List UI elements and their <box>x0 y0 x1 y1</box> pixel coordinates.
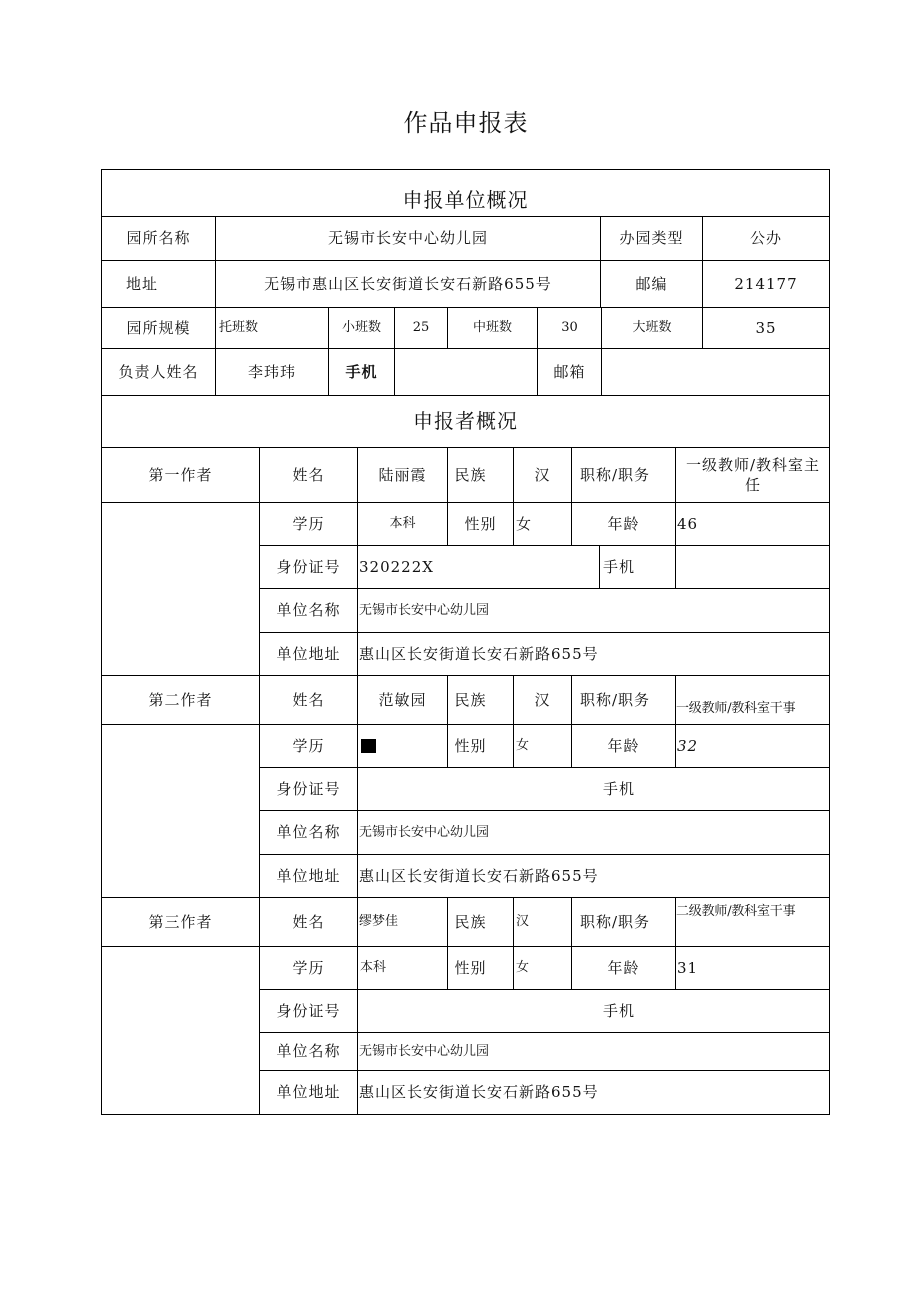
postcode-label: 邮编 <box>635 274 668 293</box>
unit-type-label: 办园类型 <box>619 229 684 248</box>
middle-class-count: 30 <box>561 320 578 336</box>
author-1-phone-label: 手机 <box>603 557 636 576</box>
author-2-phone-label: 手机 <box>602 779 635 798</box>
author-2-addr-label: 单位地址 <box>276 866 341 885</box>
author-3-title-label: 职称/职务 <box>579 912 651 931</box>
author-3-org-label: 单位名称 <box>276 1042 341 1061</box>
author-3-ethnic-label: 民族 <box>454 912 487 931</box>
author-3-age: 31 <box>677 958 699 977</box>
author-3-gender: 女 <box>516 960 530 976</box>
author-3-edu-label: 学历 <box>292 958 325 977</box>
small-class-count: 25 <box>412 320 430 336</box>
unit-name-value: 无锡市长安中心幼儿园 <box>327 229 488 248</box>
large-class-count: 35 <box>755 318 777 337</box>
author-3-addr-label: 单位地址 <box>276 1083 341 1102</box>
unit-name-label: 园所名称 <box>126 229 191 248</box>
unit-section-heading: 申报单位概况 <box>402 187 529 212</box>
author-1-age: 46 <box>677 514 699 533</box>
author-1-edu: 本科 <box>389 516 416 532</box>
author-3-addr: 惠山区长安街道长安石新路655号 <box>359 1083 599 1102</box>
author-1-edu-label: 学历 <box>292 514 325 533</box>
author-1-role: 第一作者 <box>148 465 213 484</box>
author-2-org-label: 单位名称 <box>276 823 341 842</box>
unit-type-value: 公办 <box>749 229 782 248</box>
applicants-section-heading: 申报者概况 <box>413 409 518 433</box>
author-2-title: 一级教师/教科室干事 <box>676 701 796 717</box>
author-1-org-label: 单位名称 <box>276 601 341 620</box>
author-2-id-label: 身份证号 <box>276 779 341 798</box>
author-1-gender: 女 <box>516 514 533 533</box>
leader-name-value: 李玮玮 <box>247 362 296 381</box>
author-2-age-label: 年龄 <box>607 736 640 755</box>
author-2-org: 无锡市长安中心幼儿园 <box>359 824 490 840</box>
author-3-age-label: 年龄 <box>607 958 640 977</box>
author-1-gender-label: 性别 <box>464 514 497 533</box>
author-3-role: 第三作者 <box>148 912 213 931</box>
leader-email-label: 邮箱 <box>553 362 586 381</box>
nursery-class-label: 托班数 <box>219 320 259 336</box>
postcode-value: 214177 <box>734 274 798 293</box>
author-1-addr: 惠山区长安街道长安石新路655号 <box>359 644 599 663</box>
author-2-ethnic-label: 民族 <box>454 690 487 709</box>
author-2-ethnic: 汉 <box>534 690 551 709</box>
author-2-edu-redacted <box>361 725 441 767</box>
author-3-edu: 本科 <box>360 960 387 976</box>
large-class-label: 大班数 <box>632 320 672 336</box>
middle-class-label: 中班数 <box>472 320 512 336</box>
author-1-name: 陆丽霞 <box>378 465 427 484</box>
author-2-edu-label: 学历 <box>292 736 325 755</box>
author-2-name: 范敏园 <box>378 690 427 709</box>
document-title: 作品申报表 <box>403 109 529 137</box>
author-3-phone-label: 手机 <box>602 1001 635 1020</box>
author-2-title-label: 职称/职务 <box>579 690 651 709</box>
author-1-ethnic-label: 民族 <box>454 465 487 484</box>
author-1-id: 320222X <box>359 557 434 576</box>
author-1-addr-label: 单位地址 <box>276 644 341 663</box>
unit-address-value: 无锡市惠山区长安街道长安石新路655号 <box>264 274 552 293</box>
unit-address-label: 地址 <box>125 274 158 293</box>
author-3-org: 无锡市长安中心幼儿园 <box>359 1043 490 1059</box>
author-1-title-label: 职称/职务 <box>579 465 651 484</box>
author-1-age-label: 年龄 <box>607 514 640 533</box>
author-1-id-label: 身份证号 <box>276 557 341 576</box>
author-3-gender-label: 性别 <box>454 958 487 977</box>
author-3-name: 缪梦佳 <box>359 914 399 930</box>
leader-name-label: 负责人姓名 <box>118 362 199 381</box>
author-2-gender-label: 性别 <box>454 736 487 755</box>
small-class-label: 小班数 <box>341 320 381 336</box>
author-1-name-label: 姓名 <box>292 465 325 484</box>
author-2-addr: 惠山区长安街道长安石新路655号 <box>359 866 599 885</box>
author-3-name-label: 姓名 <box>292 912 325 931</box>
author-2-name-label: 姓名 <box>292 690 325 709</box>
author-1-org: 无锡市长安中心幼儿园 <box>359 602 490 618</box>
author-3-id-label: 身份证号 <box>276 1001 341 1020</box>
author-2-age: 32 <box>677 736 699 755</box>
author-3-ethnic: 汉 <box>516 914 530 930</box>
author-1-ethnic: 汉 <box>534 465 551 484</box>
author-3-title: 二级教师/教科室干事 <box>676 904 796 920</box>
author-2-role: 第二作者 <box>148 690 213 709</box>
unit-scale-label: 园所规模 <box>126 318 191 337</box>
author-1-title: 一级教师/教科室主任 <box>685 455 821 494</box>
author-2-gender: 女 <box>516 738 530 754</box>
leader-phone-label: 手机 <box>345 362 378 381</box>
